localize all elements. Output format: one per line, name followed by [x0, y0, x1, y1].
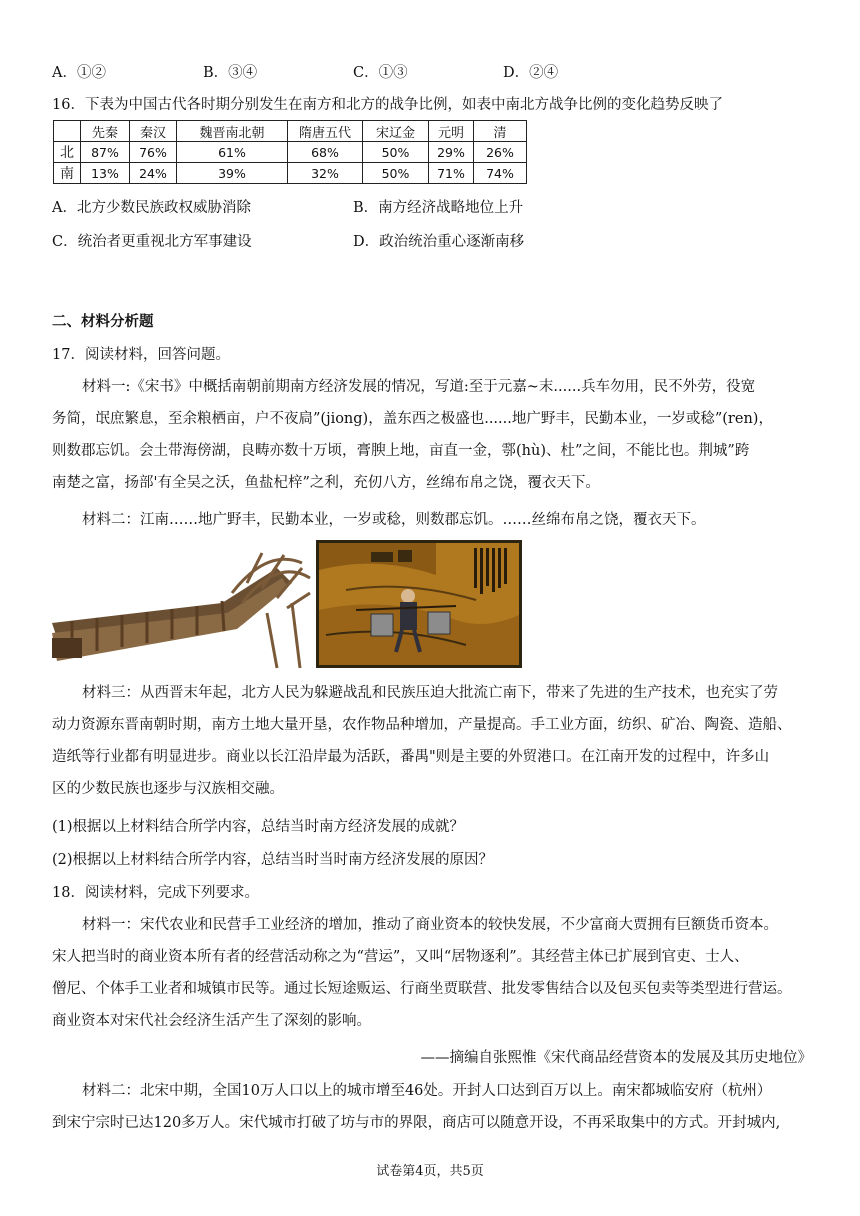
q17-subquestion-2: (2)根据以上材料结合所学内容，总结当时当时南方经济发展的原因？ [52, 852, 494, 868]
q18-source: ——摘编自张熙惟《宋代商品经营资本的发展及其历史地位》 [420, 1050, 812, 1066]
ancient-painting-image [316, 540, 522, 668]
q17-material3-line: 动力资源东晋南朝时期，南方土地大量开垦，农作物品种增加，产量提高。手工业方面，纺织、矿冶、陶瓷、造船、 [52, 717, 792, 733]
table-header-cell: 清 [474, 121, 527, 142]
q17-material1-line: 南楚之富，扬部'有全吴之沃，鱼盐杞梓”之利，充仞八方，丝绵布帛之饶，覆衣天下。 [52, 475, 600, 491]
q16-option-c: C．统治者更重视北方军事建设 [52, 234, 252, 250]
q15-option-a: A．①② [52, 65, 106, 81]
table-row [54, 142, 527, 163]
row-label: 北 [54, 142, 81, 163]
table-header-cell: 宋辽金 [363, 121, 429, 142]
table-cell: 50% [363, 163, 429, 184]
waterwheel-image [52, 543, 314, 671]
q17-material1-line: 材料一:《宋书》中概括南朝前期南方经济发展的情况，写道:至于元嘉~末......兵车勿用，民不外劳，役宽 [82, 379, 756, 395]
table-cell: 50% [363, 142, 429, 163]
q17-material1-line: 则数郡忘饥。会土带海傍湖，良畴亦数十万顷，膏腴上地，亩直一金，鄠(hù)、杜”之间，不能比也。荆城”跨 [52, 443, 750, 459]
table-cell: 29% [429, 142, 474, 163]
table-header-cell: 隋唐五代 [288, 121, 363, 142]
table-cell: 68% [288, 142, 363, 163]
q15-option-c: C．①③ [353, 65, 408, 81]
war-ratio-table [53, 120, 527, 184]
table-header-row [54, 121, 527, 142]
table-row [54, 163, 527, 184]
q18-stem: 18．阅读材料，完成下列要求。 [52, 885, 259, 901]
q17-material1-line: 务简，氓庶繁息，至余粮栖亩，户不夜扃”(jiong)，盖东西之极盛也......地广野丰，民勤本业，一岁或稔”(ren)， [52, 411, 773, 427]
table-header-cell: 魏晋南北朝 [177, 121, 288, 142]
row-label: 南 [54, 163, 81, 184]
table-cell: 87% [81, 142, 130, 163]
q18-material1-line: 商业资本对宋代社会经济生活产生了深刻的影响。 [52, 1013, 371, 1029]
section-title: 二、材料分析题 [52, 313, 154, 330]
q17-subquestion-1: (1)根据以上材料结合所学内容，总结当时南方经济发展的成就？ [52, 819, 465, 835]
table-cell: 24% [130, 163, 177, 184]
table-cell: 39% [177, 163, 288, 184]
table-corner-cell [54, 121, 81, 142]
q16-option-d: D．政治统治重心逐渐南移 [353, 234, 525, 250]
q17-material2: 材料二：江南……地广野丰，民勤本业，一岁或稔，则数郡忘饥。……丝绵布帛之饶，覆衣天下。 [82, 512, 706, 528]
q18-material1-line: 材料一：宋代农业和民营手工业经济的增加，推动了商业资本的较快发展，不少富商大贾拥有巨额货币资本。 [82, 917, 778, 933]
q18-material1-line: 宋人把当时的商业资本所有者的经营活动称之为“营运”，又叫“居物逐利”。其经营主体已扩展到官吏、士人、 [52, 949, 749, 965]
table-header-cell: 先秦 [81, 121, 130, 142]
q17-material3-line: 材料三：从西晋末年起，北方人民为躲避战乱和民族压迫大批流亡南下，带来了先进的生产技术，也充实了劳 [82, 685, 778, 701]
table-cell: 32% [288, 163, 363, 184]
table-cell: 26% [474, 142, 527, 163]
q16-option-b: B．南方经济战略地位上升 [353, 200, 524, 216]
q16-stem: 16．下表为中国古代各时期分别发生在南方和北方的战争比例，如表中南北方战争比例的变化趋势反映了 [52, 97, 723, 113]
q17-stem: 17．阅读材料，回答问题。 [52, 347, 230, 363]
q15-option-b: B．③④ [203, 65, 258, 81]
q17-material3-line: 区的少数民族也逐步与汉族相交融。 [52, 781, 284, 797]
table-cell: 71% [429, 163, 474, 184]
q18-material2-line: 到宋宁宗时已达120多万人。宋代城市打破了坊与市的界限，商店可以随意开设，不再采取集中的方式。开封城内, [52, 1115, 781, 1131]
q16-option-a: A．北方少数民族政权威胁消除 [52, 200, 251, 216]
q15-option-d: D．②④ [503, 65, 559, 81]
table-cell: 74% [474, 163, 527, 184]
table-cell: 13% [81, 163, 130, 184]
q17-material3-line: 造纸等行业都有明显进步。商业以长江沿岸最为活跃，番禺"则是主要的外贸港口。在江南开发的过程中，许多山 [52, 749, 770, 765]
q18-material1-line: 僧尼、个体手工业者和城镇市民等。通过长短途贩运、行商坐贾联营、批发零售结合以及包买包卖等类型进行营运。 [52, 981, 792, 997]
table-header-cell: 秦汉 [130, 121, 177, 142]
table-cell: 76% [130, 142, 177, 163]
table-cell: 61% [177, 142, 288, 163]
q18-material2-line: 材料二：北宋中期，全国10万人口以上的城市增至46处。开封人口达到百万以上。南宋都城临安府（杭州） [82, 1083, 772, 1099]
page-footer: 试卷第4页，共5页 [376, 1164, 484, 1179]
table-header-cell: 元明 [429, 121, 474, 142]
